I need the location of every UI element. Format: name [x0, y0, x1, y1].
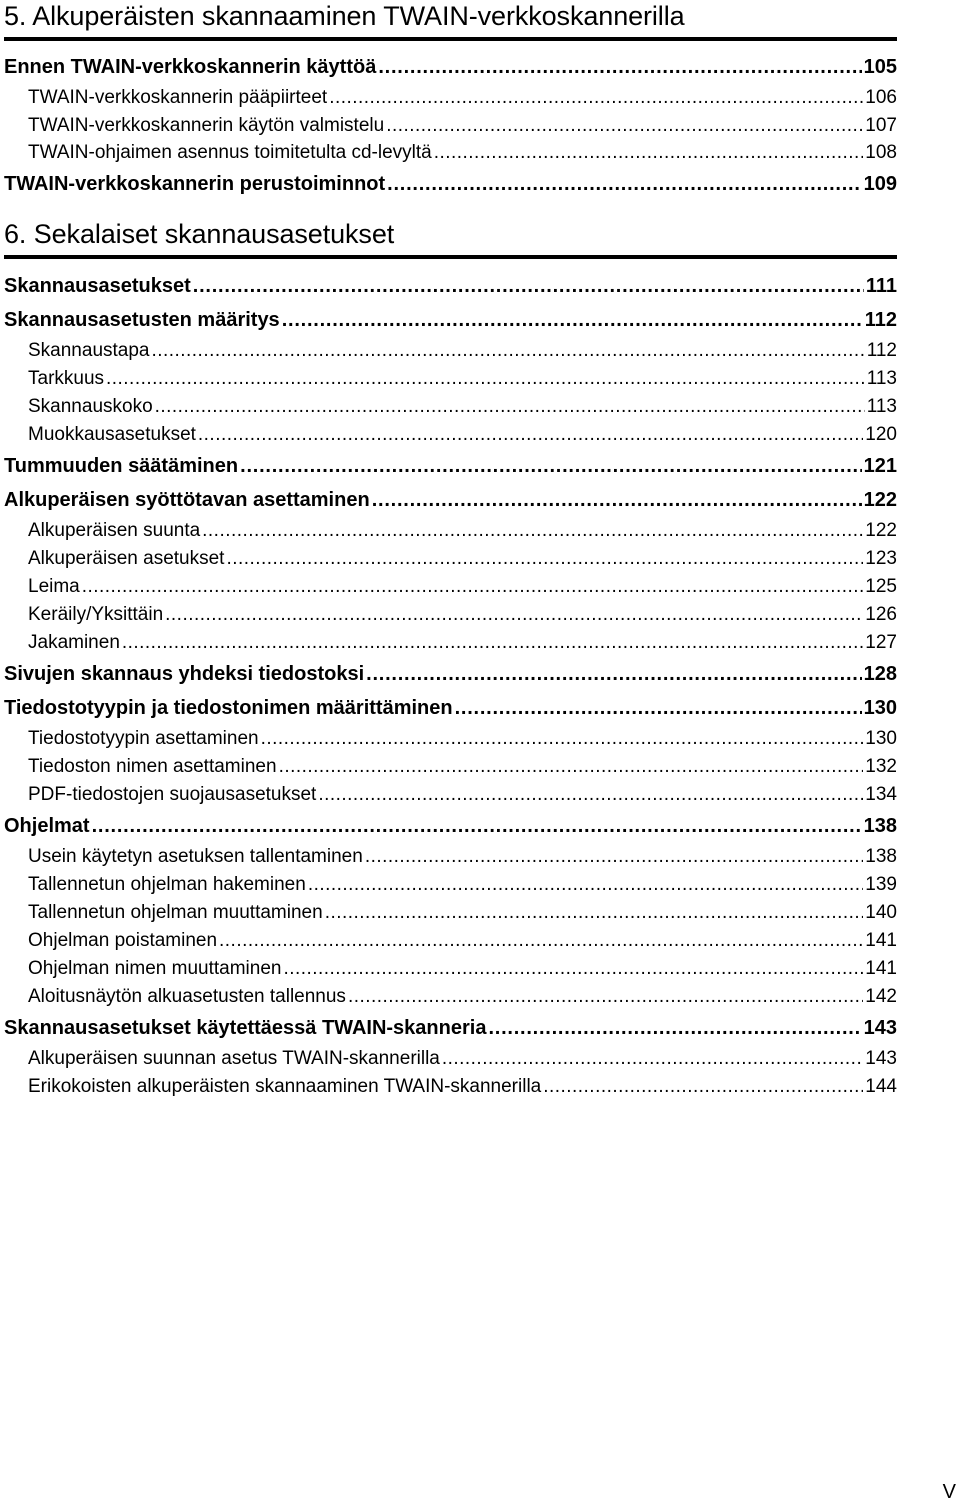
- toc-entry[interactable]: [0, 601, 897, 629]
- toc-entry[interactable]: [0, 691, 897, 725]
- toc-entry-label: TWAIN-verkkoskannerin perustoiminnot: [4, 172, 386, 195]
- toc-entry[interactable]: [0, 269, 897, 303]
- toc-entry-label: Skannausasetukset käytettäessä TWAIN-skanneria: [4, 1017, 487, 1039]
- dot-leader: [372, 483, 862, 517]
- toc-entry-label: Tiedostotyypin asettaminen: [28, 728, 259, 749]
- toc-entry[interactable]: [0, 167, 897, 201]
- toc-entry[interactable]: [0, 573, 897, 601]
- toc-entry-label: Tallennetun ohjelman muuttaminen: [28, 902, 323, 923]
- dot-leader: [165, 601, 863, 629]
- dot-leader: [366, 657, 861, 691]
- toc-entry-label: Jakaminen: [28, 632, 120, 653]
- toc-entry-label: Tiedoston nimen asettaminen: [28, 756, 277, 777]
- toc-entry[interactable]: [0, 809, 897, 843]
- toc-entry-page-number: 126: [865, 604, 897, 625]
- toc-entry-label: Tiedostotyypin ja tiedostonimen määrittäminen: [4, 697, 453, 719]
- dot-leader: [92, 809, 862, 843]
- toc-entry-page-number: 130: [863, 697, 897, 719]
- toc-entry-page-number: 138: [863, 815, 897, 837]
- toc-entry-label: Tarkkuus: [28, 368, 105, 389]
- toc-entry-label: Skannaustapa: [28, 340, 150, 361]
- toc-entry-label: Erikokoisten alkuperäisten skannaaminen TWAIN-skannerilla: [28, 1076, 542, 1097]
- toc-entry-label: Alkuperäisen suunta: [28, 520, 201, 541]
- toc-entry[interactable]: [0, 393, 897, 421]
- dot-leader: [152, 337, 865, 365]
- toc-entry-page-number: 128: [863, 663, 897, 685]
- toc-entry-page-number: 121: [863, 455, 897, 477]
- toc-entry-page-number: 138: [865, 846, 897, 867]
- toc-entry-page-number: 112: [866, 340, 897, 361]
- toc-entry-page-number: 105: [863, 56, 897, 78]
- toc-entry-page-number: 120: [865, 424, 897, 445]
- dot-leader: [543, 1073, 863, 1101]
- toc-entry-page-number: 140: [865, 902, 897, 923]
- toc-entry-label: Alkuperäisen asetukset: [28, 548, 225, 569]
- toc-entry[interactable]: [0, 365, 897, 393]
- toc-entry[interactable]: [0, 1011, 897, 1045]
- dot-leader: [378, 50, 861, 84]
- toc-entry-page-number: 127: [865, 632, 897, 653]
- toc-entry-page-number: 141: [865, 930, 897, 951]
- toc-entry-page-number: 143: [863, 1017, 897, 1039]
- chapter-rule: [4, 37, 897, 41]
- chapter-title: 6. Sekalaiset skannausasetukset: [4, 219, 395, 249]
- toc-entry-page-number: 139: [865, 874, 897, 895]
- toc-entry-page-number: 144: [865, 1076, 897, 1097]
- toc-entry-label: Ohjelmat: [4, 815, 90, 837]
- toc-entry-page-number: 122: [865, 520, 897, 541]
- toc-entry-page-number: 143: [865, 1048, 897, 1069]
- toc-entry-label: Keräily/Yksittäin: [28, 604, 164, 625]
- toc-entry-label: Ennen TWAIN-verkkoskannerin käyttöä: [4, 56, 377, 78]
- toc-entry-label: Usein käytetyn asetuksen tallentaminen: [28, 846, 363, 867]
- dot-leader: [325, 899, 864, 927]
- toc-entry-label: TWAIN-ohjaimen asennus toimitetulta cd-levyltä: [28, 142, 432, 163]
- dot-leader: [202, 517, 863, 545]
- toc-entry-page-number: 109: [863, 172, 897, 195]
- dot-leader: [348, 983, 863, 1011]
- dot-leader: [442, 1045, 863, 1073]
- toc-entry-label: PDF-tiedostojen suojausasetukset: [28, 784, 317, 805]
- toc-entry-page-number: 113: [866, 396, 897, 417]
- toc-entry-label: Leima: [28, 576, 80, 597]
- dot-leader: [106, 365, 865, 393]
- dot-leader: [198, 421, 863, 449]
- toc-entry-page-number: 141: [865, 958, 897, 979]
- dot-leader: [318, 781, 863, 809]
- toc-entry[interactable]: [0, 753, 897, 781]
- chapter-6-heading: [4, 218, 897, 259]
- toc-entry-label: Aloitusnäytön alkuasetusten tallennus: [28, 986, 346, 1007]
- toc-entry-page-number: 134: [865, 784, 897, 805]
- dot-leader: [226, 545, 863, 573]
- toc-entry-page-number: 142: [865, 986, 897, 1007]
- dot-leader: [261, 725, 864, 753]
- dot-leader: [455, 691, 862, 725]
- toc-entry[interactable]: [0, 50, 897, 84]
- toc-entry-label: TWAIN-verkkoskannerin käytön valmistelu: [28, 114, 385, 136]
- toc-entry-label: Skannauskoko: [28, 396, 153, 417]
- dot-leader: [308, 871, 863, 899]
- toc-entry-page-number: 122: [863, 489, 897, 511]
- dot-leader: [82, 573, 864, 601]
- dot-leader: [387, 167, 861, 201]
- dot-leader: [155, 393, 865, 421]
- dot-leader: [282, 303, 863, 337]
- toc-entry[interactable]: [0, 725, 897, 753]
- dot-leader: [283, 955, 863, 983]
- toc-entry[interactable]: [0, 139, 897, 167]
- dot-leader: [193, 269, 864, 303]
- dot-leader: [329, 84, 863, 112]
- toc-entry[interactable]: [0, 303, 897, 337]
- toc-entry-page-number: 132: [865, 756, 897, 777]
- toc-entry[interactable]: [0, 629, 897, 657]
- toc-entry[interactable]: [0, 84, 897, 112]
- toc-entry[interactable]: [0, 983, 897, 1011]
- toc-entry[interactable]: [0, 483, 897, 517]
- toc-entry[interactable]: [0, 1045, 897, 1073]
- toc-entry[interactable]: [0, 517, 897, 545]
- toc-entry[interactable]: [0, 657, 897, 691]
- chapter-5-toc: [0, 50, 897, 201]
- chapter-title: 5. Alkuperäisten skannaaminen TWAIN-verkkoskannerilla: [4, 1, 685, 31]
- dot-leader: [488, 1011, 861, 1045]
- toc-entry-label: Alkuperäisen syöttötavan asettaminen: [4, 489, 370, 511]
- chapter-5-heading: [4, 0, 897, 41]
- toc-entry-label: TWAIN-verkkoskannerin pääpiirteet: [28, 87, 328, 108]
- toc-entry[interactable]: [0, 871, 897, 899]
- toc-entry-page-number: 107: [865, 114, 897, 136]
- page-folio: V: [942, 1481, 956, 1503]
- toc-entry[interactable]: [0, 955, 897, 983]
- toc-entry-label: Muokkausasetukset: [28, 424, 196, 445]
- dot-leader: [434, 139, 864, 167]
- dot-leader: [219, 927, 863, 955]
- toc-entry[interactable]: [0, 1073, 897, 1101]
- chapter-6-toc: [0, 269, 897, 1101]
- dot-leader: [240, 449, 862, 483]
- toc-entry[interactable]: [0, 337, 897, 365]
- toc-entry-label: Skannausasetusten määritys: [4, 309, 280, 331]
- toc-entry-label: Ohjelman poistaminen: [28, 930, 218, 951]
- dot-leader: [122, 629, 863, 657]
- chapter-rule: [4, 255, 897, 259]
- toc-entry-page-number: 108: [865, 142, 897, 163]
- dot-leader: [386, 112, 863, 140]
- dot-leader: [279, 753, 864, 781]
- toc-entry-page-number: 123: [865, 548, 897, 569]
- toc-entry[interactable]: [0, 899, 897, 927]
- toc-entry-label: Sivujen skannaus yhdeksi tiedostoksi: [4, 663, 365, 685]
- toc-entry-page-number: 113: [866, 368, 897, 389]
- toc-entry-label: Alkuperäisen suunnan asetus TWAIN-skannerilla: [28, 1048, 440, 1069]
- toc-entry-label: Skannausasetukset: [4, 275, 191, 297]
- toc-entry-label: Ohjelman nimen muuttaminen: [28, 958, 282, 979]
- toc-entry[interactable]: [0, 927, 897, 955]
- toc-entry-page-number: 112: [864, 309, 897, 331]
- toc-entry-page-number: 106: [865, 87, 897, 108]
- toc-entry[interactable]: [0, 112, 897, 140]
- toc-entry-page-number: 125: [865, 576, 897, 597]
- dot-leader: [365, 843, 863, 871]
- toc-entry[interactable]: [0, 449, 897, 483]
- toc-entry-page-number: 130: [865, 728, 897, 749]
- toc-entry-label: Tummuuden säätäminen: [4, 455, 239, 477]
- toc-entry[interactable]: [0, 781, 897, 809]
- toc-entry[interactable]: [0, 421, 897, 449]
- toc-entry-label: Tallennetun ohjelman hakeminen: [28, 874, 306, 895]
- toc-entry[interactable]: [0, 545, 897, 573]
- toc-entry[interactable]: [0, 843, 897, 871]
- toc-entry-page-number: 111: [865, 275, 897, 297]
